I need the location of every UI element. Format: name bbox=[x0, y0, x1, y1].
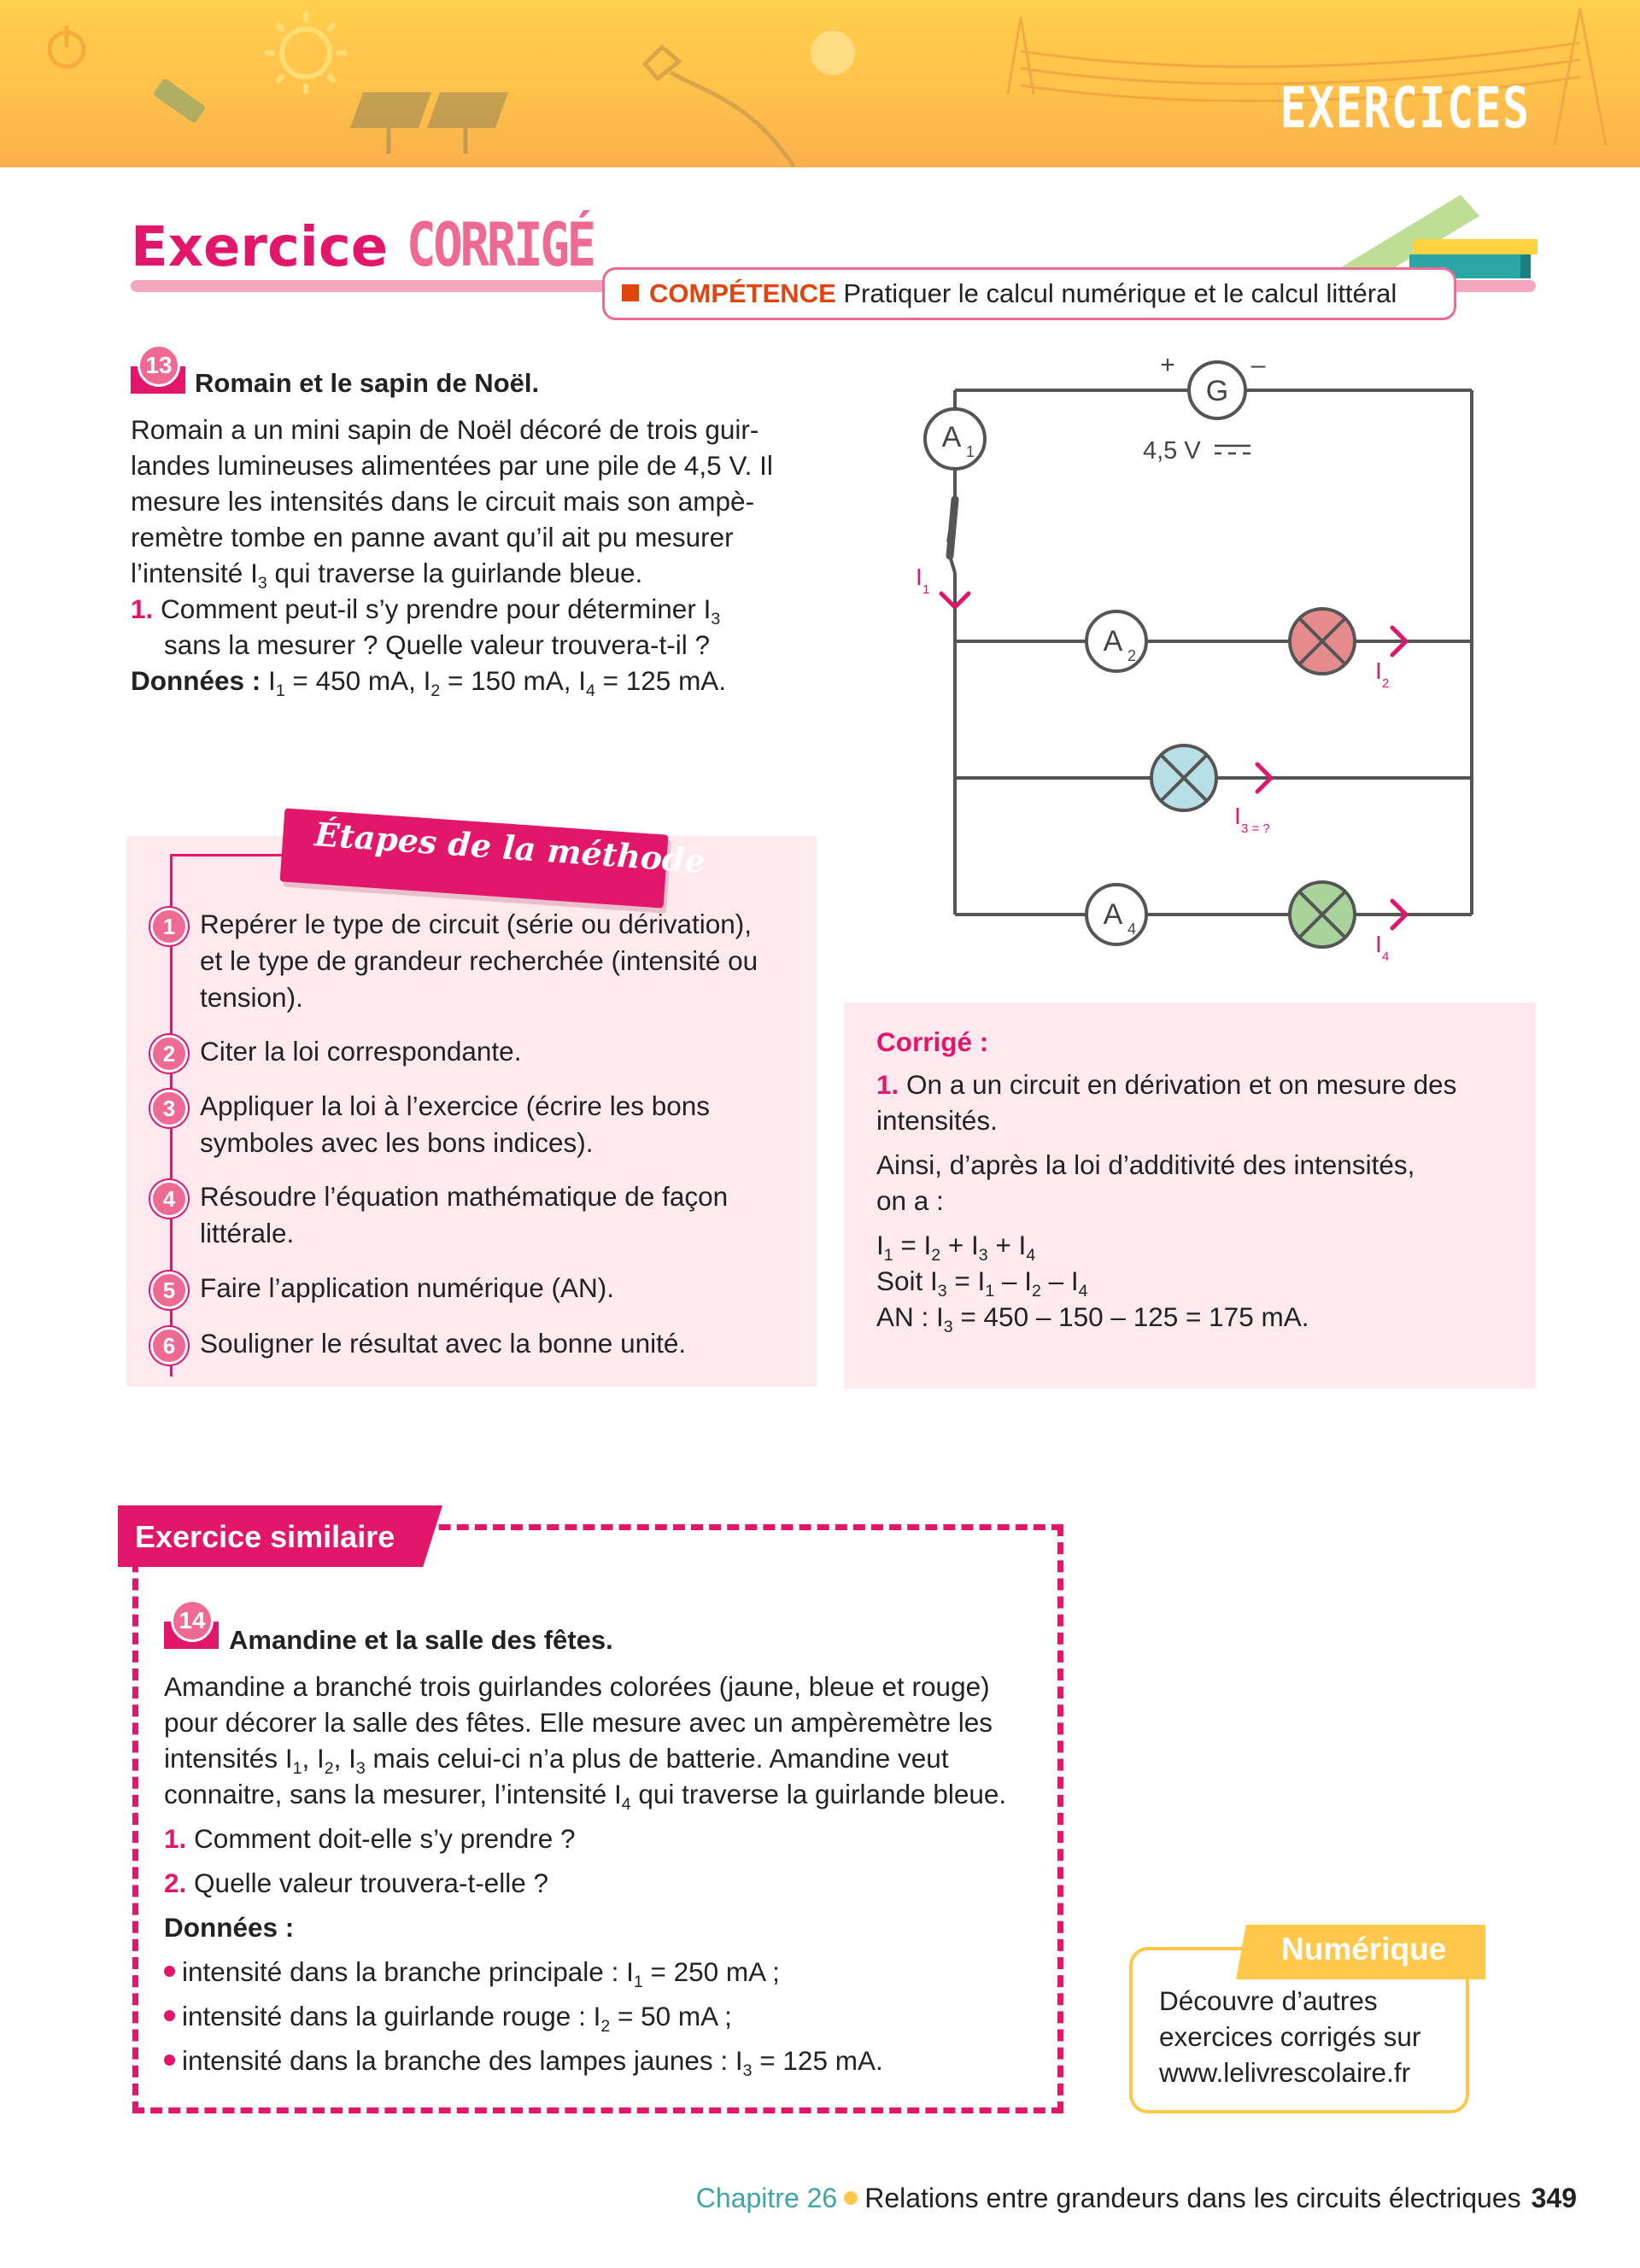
svg-text:I: I bbox=[916, 564, 922, 590]
competence-square-icon bbox=[622, 284, 639, 301]
ammeter-a1 bbox=[925, 409, 985, 469]
lightbulb-icon bbox=[811, 31, 855, 75]
statement-line: remètre tombe en panne avant qu’il ait pu mesurer bbox=[131, 522, 734, 552]
competence-label: COMPÉTENCE bbox=[649, 278, 836, 308]
svg-text:4: 4 bbox=[1127, 921, 1137, 938]
page-number: 349 bbox=[1531, 2183, 1577, 2213]
question-1-cont: sans la mesurer ? Quelle valeur trouvera-t-il ? bbox=[164, 629, 711, 660]
website-link[interactable]: www.lelivrescolaire.fr bbox=[1159, 2057, 1411, 2088]
statement-line: Romain a un mini sapin de Noël décoré de trois guir- bbox=[131, 414, 759, 445]
exercise-number: 14 bbox=[171, 1599, 214, 1642]
svg-text:2: 2 bbox=[1127, 647, 1137, 664]
question-2: 2. Quelle valeur trouvera-t-elle ? bbox=[164, 1868, 548, 1898]
ammeter-a2 bbox=[1086, 611, 1146, 671]
exercise-statement bbox=[131, 412, 840, 699]
formula-soit: Soit $I_3 = I_1 - I_2 - I_4$ bbox=[876, 1266, 1088, 1301]
footer-title: Relations entre grandeurs dans les circuits électriques bbox=[864, 2183, 1521, 2213]
sun-icon bbox=[265, 12, 347, 94]
svg-text:2: 2 bbox=[1382, 676, 1390, 691]
footer-dot-icon bbox=[844, 2191, 858, 2205]
data-item: intensité dans la branche des lampes jaunes : $I_3 = 125$ mA. bbox=[164, 2043, 1052, 2078]
lamp-blue bbox=[1151, 745, 1216, 810]
svg-text:3 = ?: 3 = ? bbox=[1241, 821, 1270, 836]
svg-text:1: 1 bbox=[922, 582, 930, 597]
circuit-diagram bbox=[888, 346, 1538, 995]
ammeter-a4 bbox=[1086, 885, 1146, 944]
corrige-content: Corrigé : 1. On a un circuit en dérivation et on mesure des intensités. Ainsi, d’après la loi d’additivité des intensités, on a : $I_1 = I_2 + I_3 + I_4$ Soit $I_3 = I_1 - I_2 - I_4$ AN : $I_3 = 450 - 150 - 125 = 175$ mA. bbox=[876, 1024, 1526, 1335]
exercise-title: Romain et le sapin de Noël. bbox=[195, 368, 540, 398]
page-footer bbox=[696, 2183, 1577, 2214]
title-exercice: Exercice bbox=[131, 216, 389, 279]
section-title: EXERCICES bbox=[1280, 75, 1531, 141]
exercise-title: Amandine et la salle des fêtes. bbox=[229, 1625, 613, 1655]
voltage-label: 4,5 V bbox=[1143, 437, 1201, 465]
footer-chapter: Chapitre 26 bbox=[695, 2183, 838, 2213]
exercise-number-badge bbox=[131, 344, 185, 392]
header-banner bbox=[0, 0, 1640, 167]
svg-text:4: 4 bbox=[1382, 950, 1390, 964]
statement-line: l’intensité $I_3$ qui traverse la guirlande bleue. bbox=[131, 558, 643, 593]
data-item: intensité dans la branche principale : $I_1 = 250$ mA ; bbox=[164, 1954, 1052, 1990]
svg-text:A: A bbox=[1103, 625, 1123, 658]
question-1: 1. Comment peut-il s’y prendre pour déterminer $I_3$ bbox=[131, 593, 721, 628]
bullet-icon bbox=[164, 1966, 175, 1977]
similar-statement: Amandine a branché trois guirlandes colorées (jaune, bleue et rouge) pour décorer la salle des fêtes. Elle mesure avec un ampèremètre les intensités $I_1$, $I_2$, $I_3$ mais celui-ci n’a plus de batterie. Amandine veut connaitre, sans la mesurer, l’intensité $I_4$ qui traverse la guirlande bleue. 1. Comment doit-elle s’y prendre ? 2. Quelle valeur trouvera-t-elle ? Données : intensité dans la branche principale : $I_1 = 250$ mA ; intensité dans la guirlande rouge : $I_2 = 50$ mA ; intensité dans la branche des lampes jaunes : $I_3 = 125$ mA. bbox=[164, 1669, 1052, 2078]
power-icon bbox=[50, 26, 84, 67]
formula-law: $I_1 = I_2 + I_3 + I_4$ bbox=[876, 1230, 1036, 1265]
title-corrige: CORRIGÉ bbox=[407, 210, 594, 280]
donnees-label: Données : bbox=[164, 1912, 295, 1943]
numerique-text: Découvre d’autres exercices corrigés sur www.lelivrescolaire.fr bbox=[1159, 1983, 1467, 2090]
exercise-corrige-title bbox=[131, 210, 635, 280]
exercise-number: 13 bbox=[138, 344, 180, 387]
method-ribbon-title: Étapes de la méthode bbox=[313, 815, 707, 880]
statement-line: mesure les intensités dans le circuit mais son ampè- bbox=[131, 486, 755, 517]
battery-icon bbox=[153, 78, 207, 124]
svg-text:I: I bbox=[1375, 658, 1382, 684]
competence-text: Pratiquer le calcul numérique et le calcul littéral bbox=[843, 278, 1397, 308]
corrige-label: Corrigé : bbox=[876, 1026, 989, 1057]
svg-text:I: I bbox=[1375, 931, 1382, 957]
svg-text:G: G bbox=[1205, 375, 1229, 407]
lamp-green bbox=[1290, 882, 1355, 947]
data-item: intensité dans la guirlande rouge : $I_2 = 50$ mA ; bbox=[164, 1998, 1052, 2034]
bullet-icon bbox=[164, 2055, 175, 2066]
switch bbox=[948, 500, 955, 556]
competence-banner bbox=[602, 267, 1456, 320]
formula-an: AN : $I_3 = 450 - 150 - 125 = 175$ mA. bbox=[876, 1301, 1309, 1336]
svg-text:–: – bbox=[1250, 351, 1266, 379]
svg-text:A: A bbox=[941, 421, 962, 453]
generator bbox=[1143, 351, 1266, 465]
plug-icon bbox=[645, 47, 794, 167]
donnees: Données : $I_1 = 450$ mA, $I_2 = 150$ mA, $I_4 = 125$ mA. bbox=[131, 665, 727, 700]
dc-symbol-icon bbox=[1215, 446, 1250, 453]
solar-panels-icon bbox=[350, 92, 508, 154]
svg-text:I: I bbox=[1234, 803, 1241, 829]
bullet-icon bbox=[164, 2010, 175, 2021]
similar-exercise-tab-label: Exercice similaire bbox=[135, 1519, 395, 1554]
question-1: 1. Comment doit-elle s’y prendre ? bbox=[164, 1823, 576, 1854]
lamp-red bbox=[1290, 609, 1355, 674]
numerique-tab-label: Numérique bbox=[1281, 1932, 1447, 1967]
exercise-number-badge bbox=[164, 1599, 219, 1647]
svg-text:A: A bbox=[1103, 898, 1123, 931]
svg-text:1: 1 bbox=[965, 443, 975, 460]
svg-text:+: + bbox=[1160, 351, 1175, 379]
statement-line: landes lumineuses alimentées par une pile de 4,5 V. Il bbox=[131, 450, 773, 481]
